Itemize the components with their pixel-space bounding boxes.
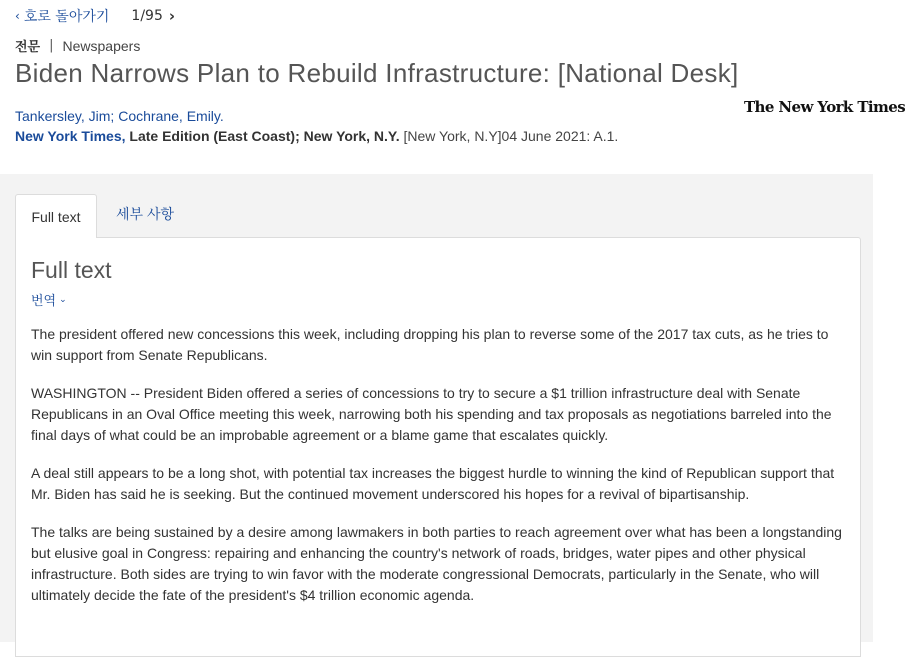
source-type: Newspapers xyxy=(62,37,141,54)
publication-link[interactable]: New York Times, xyxy=(15,128,126,144)
document-category xyxy=(15,36,140,55)
translate-label: 번역 xyxy=(31,294,57,309)
translate-dropdown[interactable] xyxy=(31,290,67,309)
top-navigation xyxy=(15,6,175,26)
tab-details[interactable]: 세부 사항 xyxy=(116,206,174,222)
nyt-logo: The New York Times xyxy=(744,98,905,116)
document-title: Biden Narrows Plan to Rebuild Infrastructure: [National Desk] xyxy=(15,58,739,88)
article-paragraph: WASHINGTON -- President Biden offered a series of concessions to try to secure a $1 trillion infrastructure deal with Senate Republicans in an Oval Office meeting this week, narrowing both his spending and tax proposals as negotiations barreled into the final days of what could be an improbable agreement or a blame game that escalates quickly. xyxy=(31,385,832,443)
edition: Late Edition (East Coast); xyxy=(129,128,300,144)
result-pager xyxy=(131,7,175,25)
article-body xyxy=(31,324,851,623)
back-to-results-link[interactable] xyxy=(15,6,109,26)
article-paragraph: A deal still appears to be a long shot, with potential tax increases the biggest hurdle to winning the kind of Republican support that Mr. Biden has said he is seeking. But the continued movement underscored his hopes for a revival of bipartisanship. xyxy=(31,465,835,502)
article-paragraph: The president offered new concessions this week, including dropping his plan to reverse some of the 2017 tax cuts, as he tries to win support from Senate Republicans. xyxy=(31,326,829,363)
tab-full-text[interactable]: Full text xyxy=(15,194,97,238)
location: New York, N.Y. xyxy=(303,128,400,144)
category-separator: | xyxy=(49,38,54,53)
fulltext-panel xyxy=(15,237,861,657)
chevron-right-icon[interactable]: › xyxy=(168,7,176,25)
publication-info xyxy=(15,128,618,144)
authors xyxy=(15,108,224,124)
citation: [New York, N.Y]04 June 2021: A.1. xyxy=(403,128,619,144)
chevron-down-icon: ⌄ xyxy=(59,294,67,305)
pager-count: 1/95 xyxy=(131,8,163,24)
back-label: 호로 돌아가기 xyxy=(23,9,110,25)
article-paragraph: The talks are being sustained by a desire among lawmakers in both parties to reach agreement over what has been a longstanding but elusive goal in Congress: repairing and enhancing the country's network of roads, bridges, water pipes and other physical infrastructure. Both sides are trying to win favor with the moderate congressional Democrats, particularly in the Senate, who will ultimately decide the fate of the president's $4 trillion economic agenda. xyxy=(31,524,842,603)
fulltext-tag: 전문 xyxy=(15,40,41,55)
author-link[interactable]: Cochrane, Emily. xyxy=(118,108,224,124)
author-link[interactable]: Tankersley, Jim; xyxy=(15,108,115,124)
chevron-left-icon: ‹ xyxy=(15,9,20,23)
fulltext-heading: Full text xyxy=(31,257,112,283)
